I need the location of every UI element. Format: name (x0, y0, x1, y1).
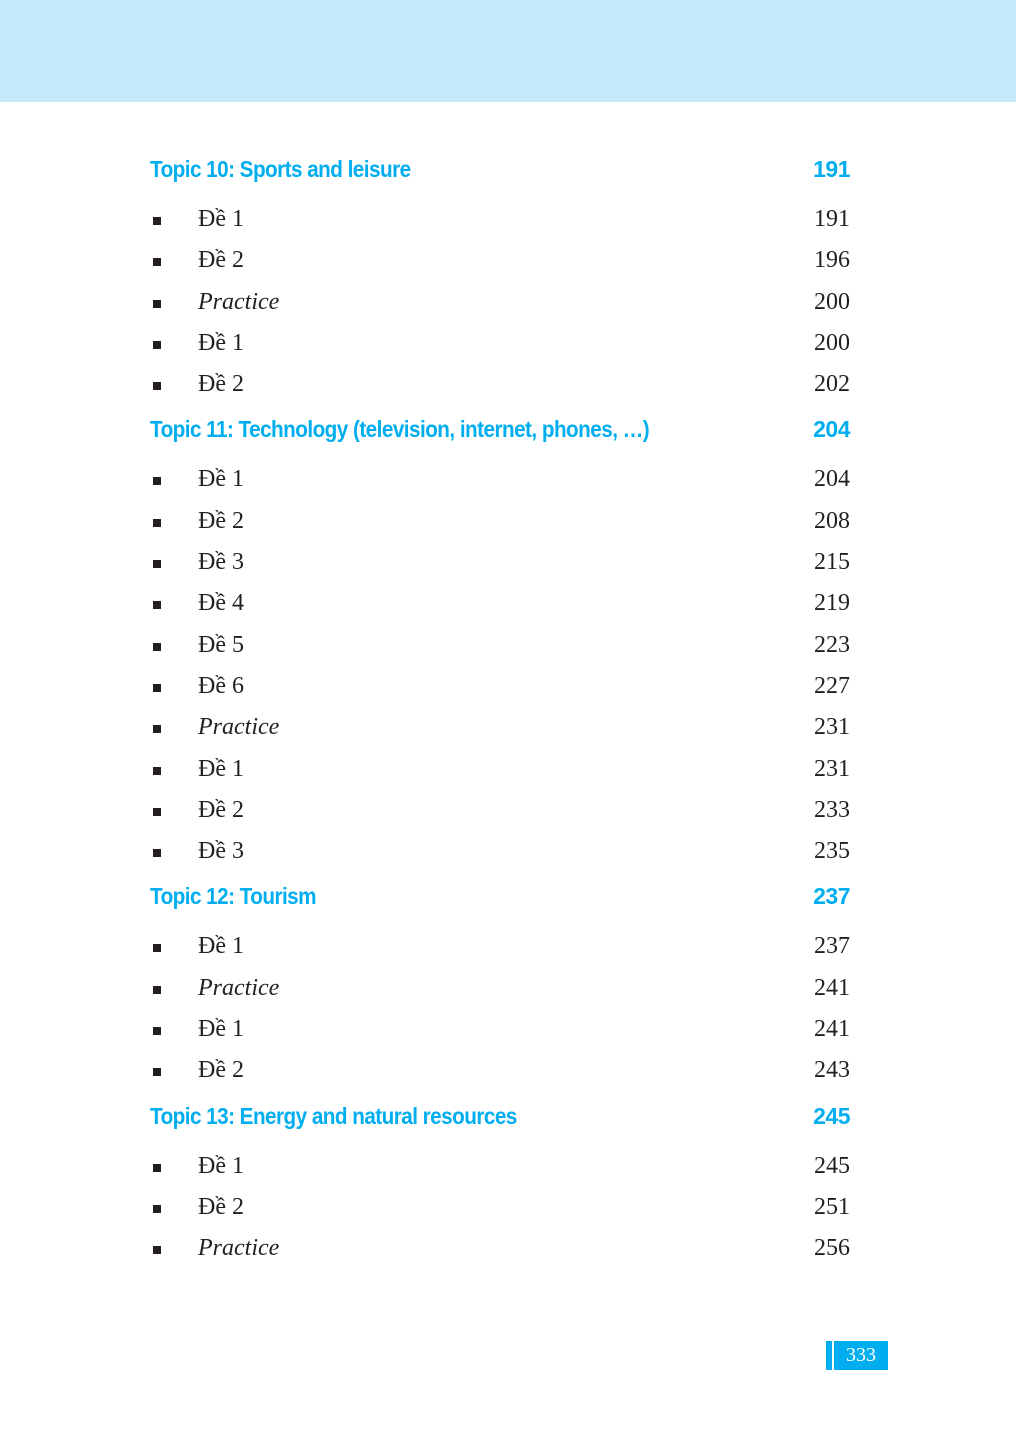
page-number: 333 (834, 1341, 888, 1370)
bullet-square-icon (153, 767, 161, 775)
entry-label[interactable]: Đề 3 (198, 549, 244, 576)
bullet-square-icon (153, 477, 161, 485)
toc-entry[interactable] (150, 369, 850, 410)
toc-entry[interactable] (150, 1192, 850, 1233)
toc-entry[interactable] (150, 588, 850, 629)
bullet-square-icon (153, 1068, 161, 1076)
bullet-square-icon (153, 1246, 161, 1254)
toc-entry[interactable] (150, 328, 850, 369)
toc-entry[interactable] (150, 1233, 850, 1274)
entry-page-number: 256 (814, 1235, 850, 1262)
entry-page-number: 200 (814, 329, 850, 356)
topic-section (150, 877, 850, 1096)
entry-label[interactable]: Đề 1 (198, 466, 244, 493)
entry-page-number: 237 (814, 933, 850, 960)
entry-page-number: 208 (814, 507, 850, 534)
topic-page-number: 204 (813, 416, 850, 443)
topic-page-number: 237 (813, 883, 850, 910)
toc-entry[interactable] (150, 1014, 850, 1055)
entry-label[interactable]: Đề 2 (198, 796, 244, 823)
topic-heading[interactable] (150, 150, 850, 204)
bullet-square-icon (153, 341, 161, 349)
entry-label[interactable]: Đề 2 (198, 507, 244, 534)
bullet-square-icon (153, 986, 161, 994)
entry-page-number: 241 (814, 1016, 850, 1043)
bullet-square-icon (153, 944, 161, 952)
bullet-square-icon (153, 519, 161, 527)
entry-page-number: 241 (814, 974, 850, 1001)
toc-entry[interactable] (150, 287, 850, 328)
toc-entry[interactable] (150, 547, 850, 588)
entry-page-number: 251 (814, 1193, 850, 1220)
entry-page-number: 233 (814, 796, 850, 823)
entry-page-number: 219 (814, 590, 850, 617)
entry-label[interactable]: Đề 6 (198, 672, 244, 699)
entry-page-number: 215 (814, 549, 850, 576)
toc-entry[interactable] (150, 931, 850, 972)
toc-entry[interactable] (150, 1151, 850, 1192)
toc-entry[interactable] (150, 1055, 850, 1096)
toc-entry[interactable] (150, 245, 850, 286)
toc-entry[interactable] (150, 204, 850, 245)
bullet-square-icon (153, 725, 161, 733)
toc-entry[interactable] (150, 712, 850, 753)
entry-page-number: 231 (814, 714, 850, 741)
bullet-square-icon (153, 849, 161, 857)
entry-label[interactable]: Đề 2 (198, 247, 244, 274)
bullet-square-icon (153, 1027, 161, 1035)
entry-label[interactable]: Đề 1 (198, 1152, 244, 1179)
entry-page-number: 235 (814, 838, 850, 865)
bullet-square-icon (153, 1205, 161, 1213)
entry-label[interactable]: Đề 1 (198, 1016, 244, 1043)
entry-page-number: 245 (814, 1152, 850, 1179)
bullet-square-icon (153, 808, 161, 816)
bullet-square-icon (153, 382, 161, 390)
topic-section (150, 150, 850, 410)
entry-label[interactable]: Practice (198, 288, 280, 315)
topic-section (150, 1097, 850, 1275)
header-band (0, 0, 1016, 102)
topic-heading[interactable] (150, 1097, 850, 1151)
topic-title[interactable]: Topic 12: Tourism (150, 883, 317, 910)
bullet-square-icon (153, 300, 161, 308)
entry-label[interactable]: Đề 1 (198, 933, 244, 960)
page-number-accent-bar (826, 1341, 832, 1370)
topic-section (150, 410, 850, 877)
entry-label[interactable]: Practice (198, 1235, 280, 1262)
toc-entry[interactable] (150, 506, 850, 547)
entry-page-number: 231 (814, 755, 850, 782)
entry-label[interactable]: Đề 5 (198, 631, 244, 658)
topic-heading[interactable] (150, 877, 850, 931)
entry-label[interactable]: Đề 2 (198, 371, 244, 398)
entry-label[interactable]: Practice (198, 714, 280, 741)
entry-page-number: 223 (814, 631, 850, 658)
bullet-square-icon (153, 684, 161, 692)
entry-label[interactable]: Đề 1 (198, 755, 244, 782)
topic-title[interactable]: Topic 13: Energy and natural resources (150, 1102, 517, 1129)
entry-label[interactable]: Đề 4 (198, 590, 244, 617)
entry-label[interactable]: Practice (198, 974, 280, 1001)
toc-entry[interactable] (150, 464, 850, 505)
entry-label[interactable]: Đề 2 (198, 1057, 244, 1084)
entry-page-number: 191 (814, 206, 850, 232)
topic-heading[interactable] (150, 410, 850, 464)
entry-page-number: 204 (814, 466, 850, 493)
topic-title[interactable]: Topic 11: Technology (television, internet, phones, …) (150, 416, 650, 443)
toc-entry[interactable] (150, 973, 850, 1014)
bullet-square-icon (153, 560, 161, 568)
bullet-square-icon (153, 217, 161, 225)
entry-label[interactable]: Đề 1 (198, 206, 244, 232)
topic-title[interactable]: Topic 10: Sports and leisure (150, 156, 411, 182)
topic-page-number: 245 (813, 1102, 850, 1129)
toc-entry[interactable] (150, 630, 850, 671)
bullet-square-icon (153, 643, 161, 651)
bullet-square-icon (153, 1164, 161, 1172)
toc-entry[interactable] (150, 795, 850, 836)
toc-entry[interactable] (150, 671, 850, 712)
entry-label[interactable]: Đề 1 (198, 329, 244, 356)
page-number-tab (826, 1341, 888, 1370)
bullet-square-icon (153, 601, 161, 609)
entry-page-number: 227 (814, 672, 850, 699)
bullet-square-icon (153, 258, 161, 266)
entry-page-number: 196 (814, 247, 850, 274)
table-of-contents (150, 150, 850, 1275)
entry-page-number: 243 (814, 1057, 850, 1084)
entry-page-number: 202 (814, 371, 850, 398)
entry-label[interactable]: Đề 3 (198, 838, 244, 865)
entry-page-number: 200 (814, 288, 850, 315)
toc-entry[interactable] (150, 754, 850, 795)
topic-page-number: 191 (813, 156, 850, 182)
toc-entry[interactable] (150, 836, 850, 877)
entry-label[interactable]: Đề 2 (198, 1193, 244, 1220)
